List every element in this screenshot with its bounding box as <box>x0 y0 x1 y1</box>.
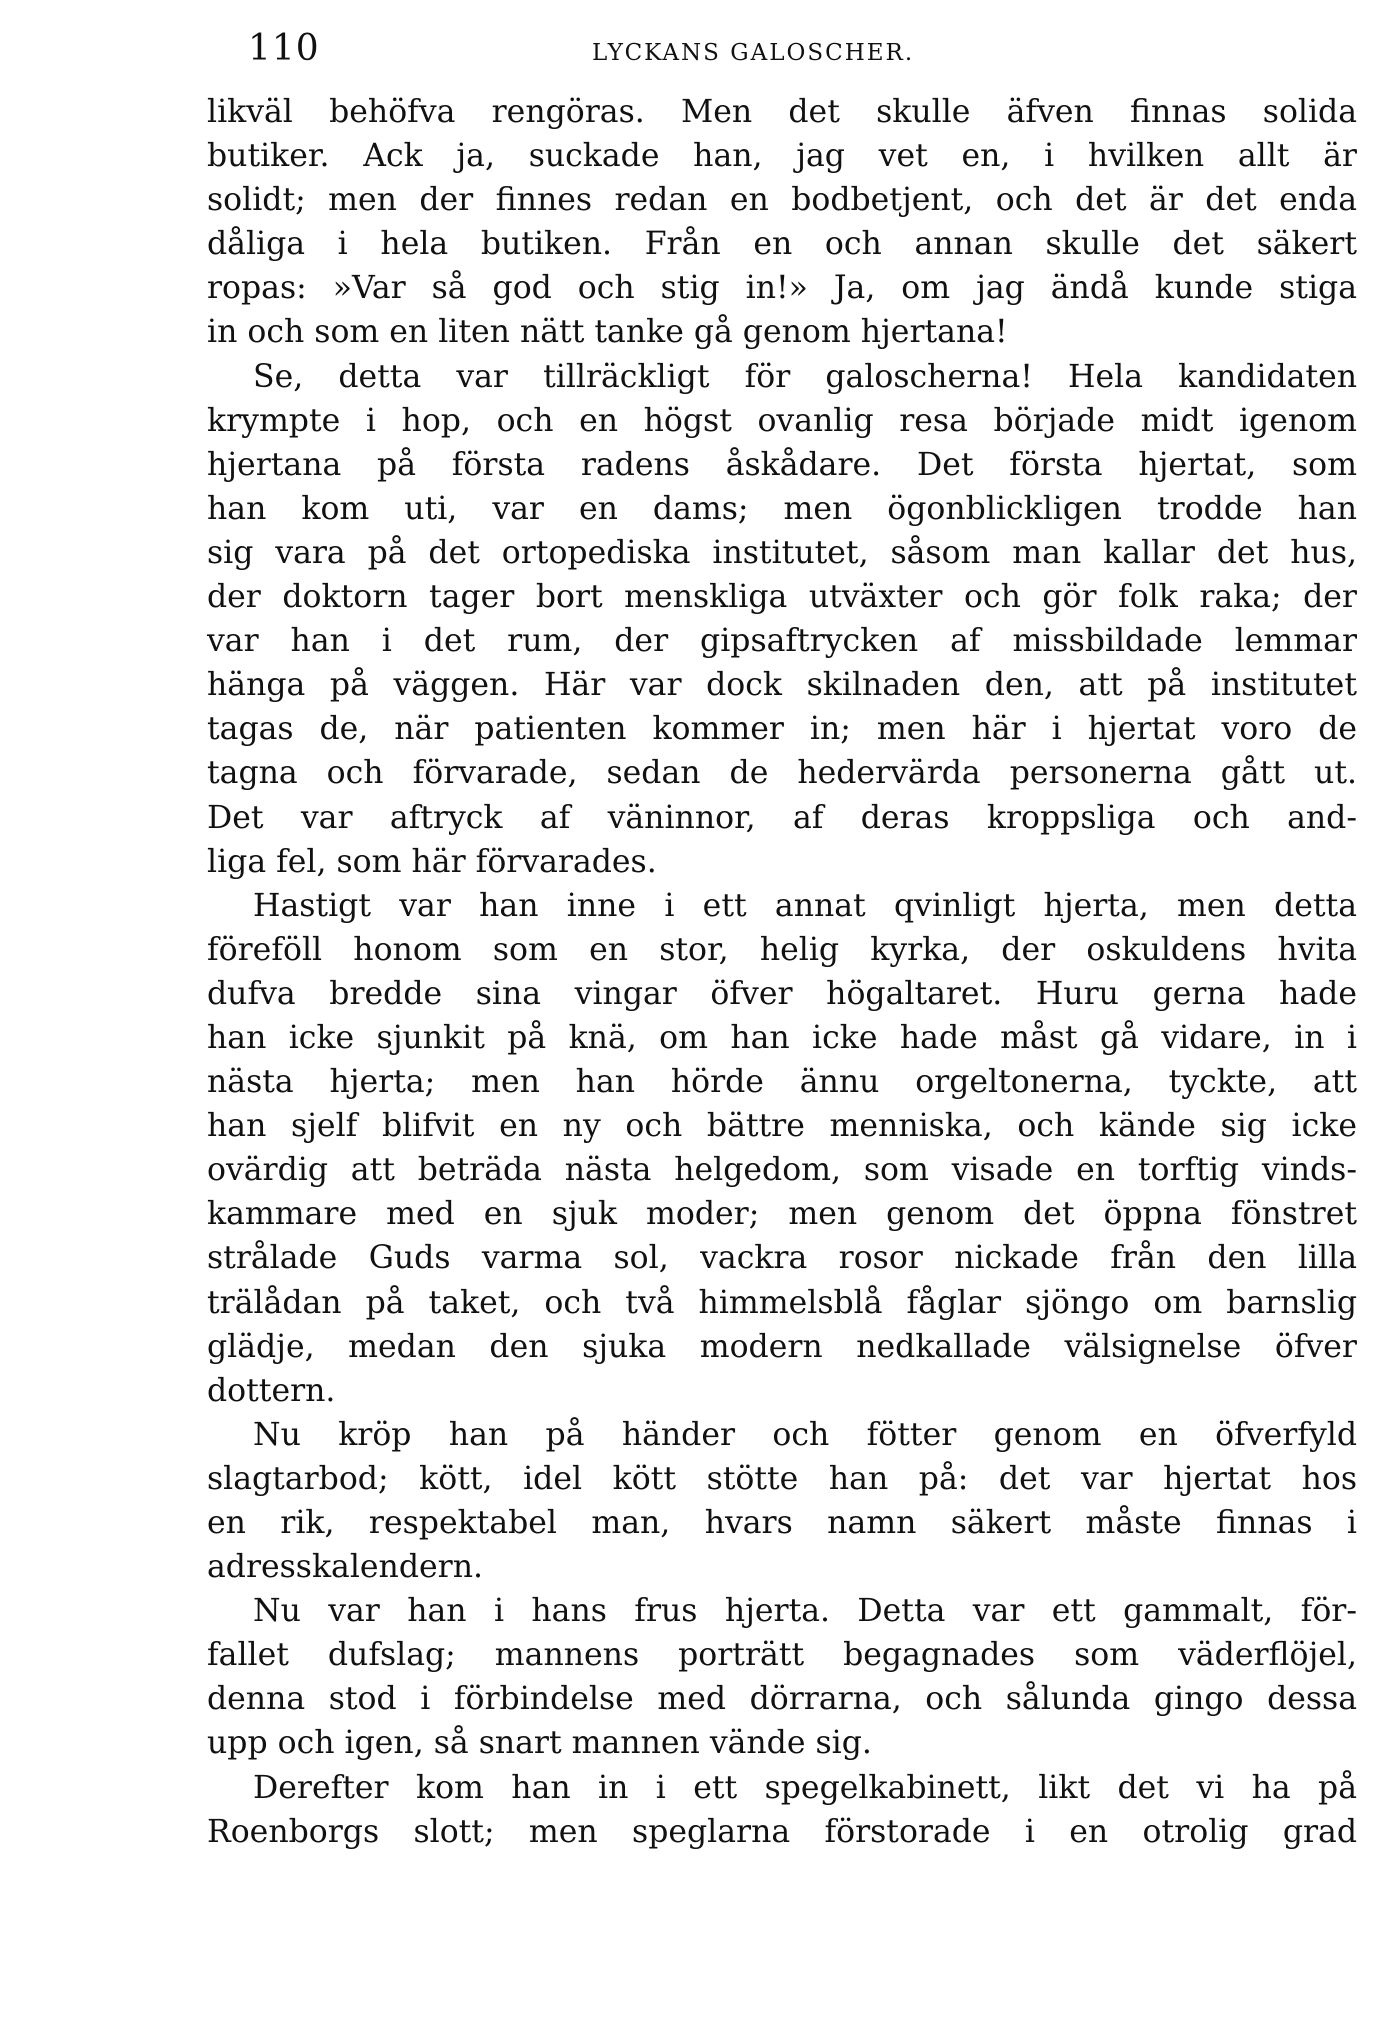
text-line: slagtarbod; kött, idel kött stötte han på: det var hjertat hos <box>207 1460 1357 1497</box>
text-line: ropas: »Var så god och stig in!» Ja, om jag ändå kunde stiga <box>207 270 1357 307</box>
text-line: butiker. Ack ja, suckade han, jag vet en, i hvilken allt är <box>207 138 1357 175</box>
running-head <box>0 28 1400 88</box>
text-line: hjertana på första radens åskådare. Det första hjertat, som <box>207 446 1357 483</box>
running-title: LYCKANS GALOSCHER. <box>592 40 915 66</box>
text-line: han icke sjunkit på knä, om han icke hade måst gå vidare, in i <box>207 1019 1357 1056</box>
text-line: in och som en liten nätt tanke gå genom hjertana! <box>207 314 1008 351</box>
text-line: hänga på väggen. Här var dock skilnaden den, att på institutet <box>207 667 1357 704</box>
text-line: adresskalendern. <box>207 1549 484 1586</box>
text-line: trälådan på taket, och två himmelsblå fåglar sjöngo om barnslig <box>207 1284 1357 1321</box>
text-line: Derefter kom han in i ett spegelkabinett, likt det vi ha på <box>253 1769 1357 1806</box>
text-line: strålade Guds varma sol, vackra rosor nickade från den lilla <box>207 1240 1357 1277</box>
text-line: Nu var han i hans frus hjerta. Detta var ett gammalt, för- <box>253 1593 1357 1630</box>
text-line: liga fel, som här förvarades. <box>207 843 657 880</box>
text-line: en rik, respektabel man, hvars namn säkert måste finnas i <box>207 1505 1357 1541</box>
text-line: likväl behöfva rengöras. Men det skulle äfven finnas solida <box>207 94 1357 130</box>
text-line: tagna och förvarade, sedan de hedervärda personerna gått ut. <box>207 755 1357 792</box>
text-line: han sjelf blifvit en ny och bättre menniska, och kände sig icke <box>207 1108 1357 1145</box>
text-line: dottern. <box>207 1372 336 1409</box>
text-line: kammare med en sjuk moder; men genom det öppna fönstret <box>207 1196 1357 1233</box>
page-number: 110 <box>248 28 320 69</box>
text-line: ovärdig att beträda nästa helgedom, som visade en torftig vinds- <box>207 1152 1357 1189</box>
text-line: han kom uti, var en dams; men ögonblickligen trodde han <box>207 490 1357 527</box>
body-text <box>207 90 1357 1854</box>
text-line: der doktorn tager bort menskliga utväxter och gör folk raka; der <box>207 579 1357 616</box>
text-line: solidt; men der finnes redan en bodbetjent, och det är det enda <box>207 182 1357 219</box>
text-line: fallet dufslag; mannens porträtt begagnades som väderflöjel, <box>207 1637 1357 1674</box>
text-line: var han i det rum, der gipsaftrycken af missbildade lemmar <box>207 623 1357 660</box>
text-line: Det var aftryck af väninnor, af deras kroppsliga och and- <box>207 799 1357 836</box>
text-line: upp och igen, så snart mannen vände sig. <box>207 1725 872 1762</box>
text-line: Se, detta var tillräckligt för galoscherna! Hela kandidaten <box>253 358 1357 395</box>
text-line: Hastigt var han inne i ett annat qvinligt hjerta, men detta <box>253 887 1357 924</box>
text-line: sig vara på det ortopediska institutet, såsom man kallar det hus, <box>207 534 1357 571</box>
text-line: tagas de, när patienten kommer in; men här i hjertat voro de <box>207 711 1357 748</box>
text-line: dåliga i hela butiken. Från en och annan skulle det säkert <box>207 226 1357 263</box>
text-line: krympte i hop, och en högst ovanlig resa började midt igenom <box>207 402 1357 439</box>
text-line: denna stod i förbindelse med dörrarna, och sålunda gingo dessa <box>207 1681 1357 1718</box>
text-line: föreföll honom som en stor, helig kyrka, der oskuldens hvita <box>207 931 1357 968</box>
text-line: Nu kröp han på händer och fötter genom en öfverfyld <box>253 1416 1357 1453</box>
text-line: glädje, medan den sjuka modern nedkallade välsignelse öfver <box>207 1328 1357 1365</box>
text-line: dufva bredde sina vingar öfver högaltaret. Huru gerna hade <box>207 975 1357 1012</box>
text-line: Roenborgs slott; men speglarna förstorade i en otrolig grad <box>207 1813 1357 1850</box>
text-line: nästa hjerta; men han hörde ännu orgeltonerna, tyckte, att <box>207 1064 1357 1101</box>
